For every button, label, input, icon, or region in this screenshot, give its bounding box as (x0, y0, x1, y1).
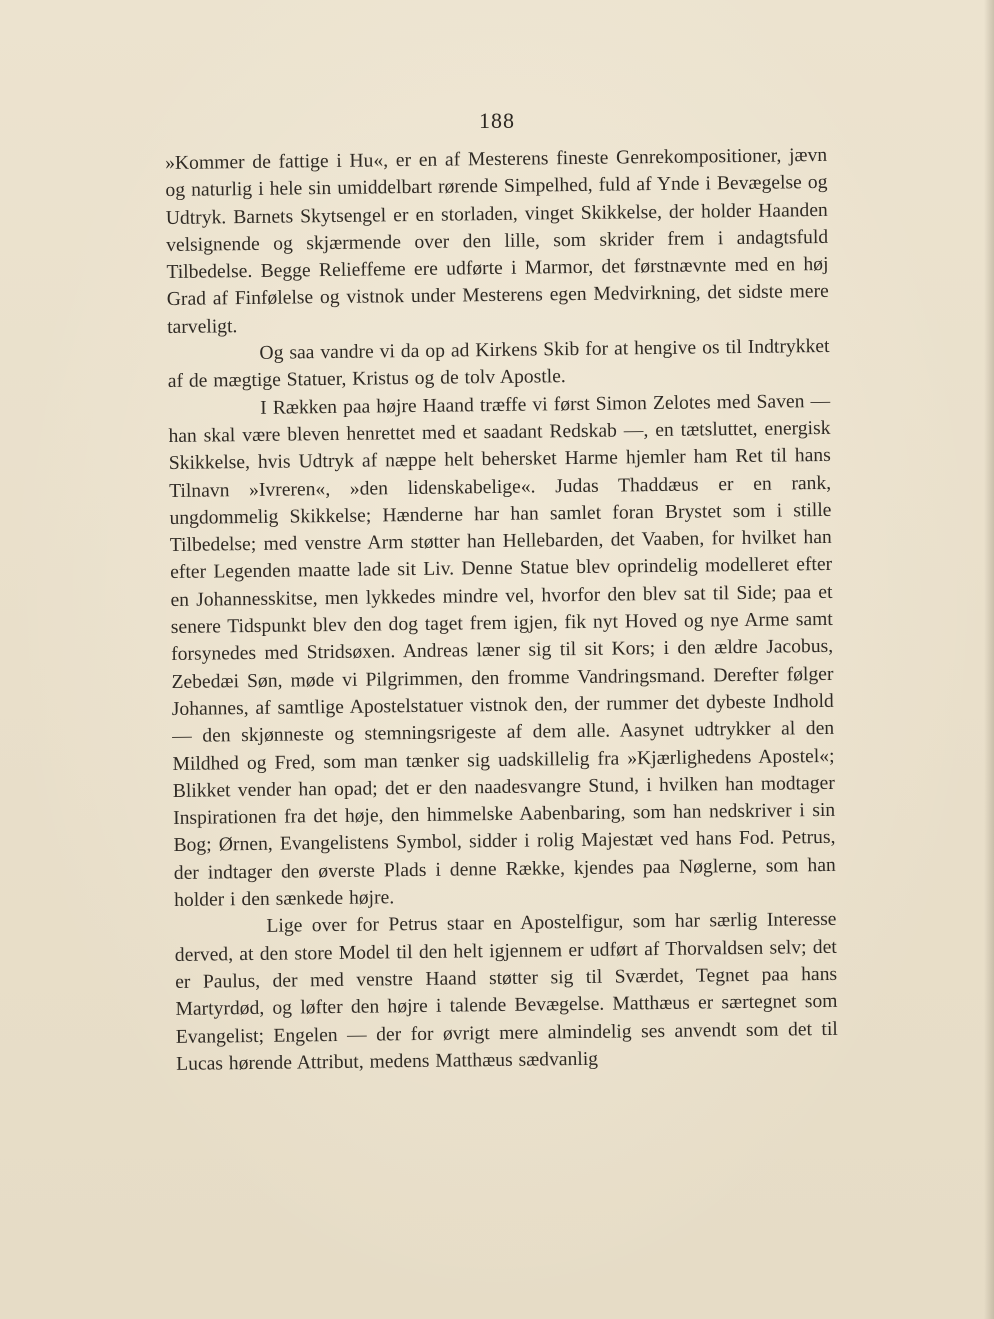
paragraph-4: Lige over for Petrus staar en Apostelfigur, som har særlig Interesse derved, at den store Model til den helt igjennem er udført af Thorvaldsen selv; det er Paulus, der med venstre Haand støtter sig til Sværdet, Tegnet paa hans Martyrdød, og løfter den højre i talende Bevægelse. Matthæus er særtegnet som Evangelist; Engelen — der for øvrigt mere almindelig ses anvendt som det til Lucas hørende Attribut, medens Matthæus sædvanlig (174, 909, 838, 1075)
paragraph-3: I Rækken paa højre Haand træffe vi først Simon Zelotes med Saven — han skal være bleven henrettet med et saadant Redskab —, en tætsluttet, energisk Skikkelse, hvis Udtryk af næppe helt behersket Harme hjemler ham Ret til hans Tilnavn »Ivreren«, »den lidenskabelige«. Judas Thaddæus er en rank, ungdommelig Skikkelse; Hænderne har han samlet foran Brystet som i stille Tilbedelse; med venstre Arm støtter han Hellebarden, det Vaaben, for hvilket han efter Legenden maatte lade sit Liv. Denne Statue blev oprindelig modelleret efter en Johannesskitse, men lykkedes mindre vel, hvorfor den blev sat til Side; paa et senere Tidspunkt blev den dog taget frem igjen, fik nyt Hoved og nye Arme samt forsynedes med Stridsøxen. Andreas læner sig til sit Kors; i den ældre Jacobus, Zebedæi Søn, møde vi Pilgrimmen, den fromme Vandringsmand. Derefter følger Johannes, af samtlige Apostelstatuer vistnok den, der rummer det dybeste Indhold — den skjønneste og stemningsrigeste af dem alle. Aasynet udtrykker al den Mildhed og Fred, som man tænker sig uadskillelig fra »Kjærlighedens Apostel«; Blikket vender han opad; det er den naadesvangre Stund, i hvilken han modtager Inspirationen fra det høje, den himmelske Aabenbaring, som han nedskriver i sin Bog; Ørnen, Evangelistens Symbol, sidder i rolig Majestæt ved hans Fod. Petrus, der indtager den øverste Plads i denne Række, kjendes paa Nøglerne, som han holder i den sænkede højre. (168, 390, 836, 911)
paragraph-2: Og saa vandre vi da op ad Kirkens Skib for at hengive os til Indtrykket af de mægtige Statuer, Kristus og de tolv Apostle. (167, 335, 830, 393)
page-number: 188 (479, 108, 515, 133)
body-text (165, 142, 838, 1078)
paragraph-1: »Kommer de fattige i Hu«, er en af Mesterens fineste Genrekompositioner, jævn og naturlig i hele sin umiddelbart rørende Simpelhed, fuld af Ynde i Bevægelse og Udtryk. Barnets Skytsengel er en storladen, vinget Skikkelse, der holder Haanden velsignende og skjærmende over den lille, som skrider frem i andagtsfuld Tilbedelse. Begge Relieffeme ere udførte i Marmor, det førstnævnte med en høj Grad af Finfølelse og vistnok under Mesterens egen Medvirkning, det sidste mere tarveligt. (165, 144, 829, 338)
page-edge-shadow (984, 0, 994, 1319)
